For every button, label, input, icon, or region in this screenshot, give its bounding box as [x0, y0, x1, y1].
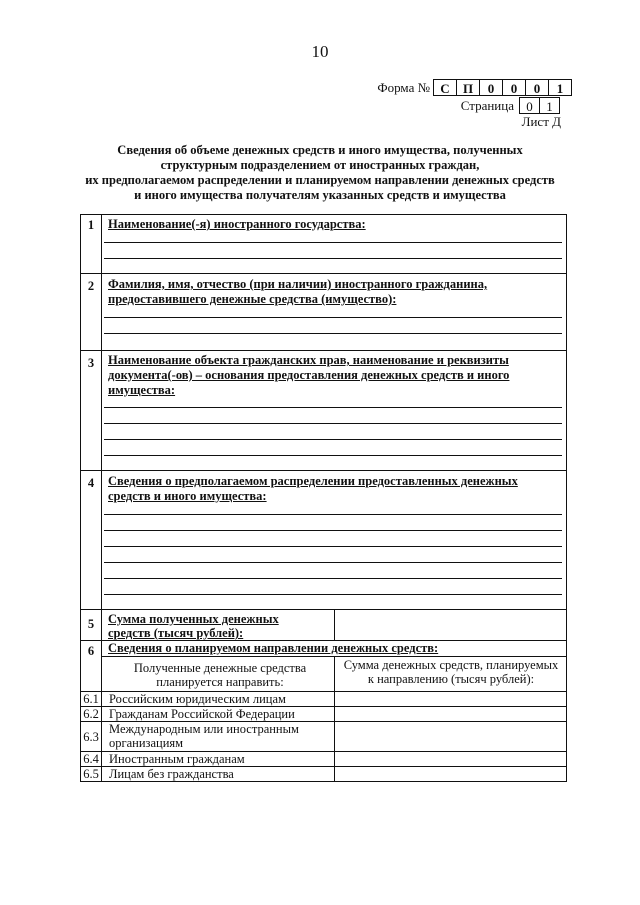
- section-1-fill-line-1: [104, 242, 562, 243]
- document-title: [70, 143, 570, 203]
- title-line-3: их предполагаемом распределении и планируемом направлении денежных средств: [85, 173, 555, 187]
- section-2-fill-line-1: [104, 317, 562, 318]
- section-3-number: 3: [87, 356, 95, 370]
- table6-row-3-number: 6.3: [83, 730, 99, 744]
- table6-row-4-number: 6.4: [83, 752, 99, 766]
- section-6-column-divider: [334, 656, 335, 782]
- form-code-cell-2: П: [456, 79, 480, 96]
- page-label: Страница: [460, 98, 514, 113]
- section-separator-4: [80, 609, 567, 610]
- section-separator-2: [80, 350, 567, 351]
- section-3-fill-line-3: [104, 439, 562, 440]
- table6-col2-header-line-2: к направлению (тысяч рублей):: [367, 672, 535, 686]
- table6-row-1-number: 6.1: [83, 692, 99, 706]
- section-5-title-line-2: средств (тысяч рублей):: [108, 626, 244, 640]
- table-bottom-border: [80, 781, 567, 782]
- section-3-fill-line-2: [104, 423, 562, 424]
- section-2-number: 2: [87, 279, 95, 293]
- section-6-title: Сведения о планируемом направлении денежных средств:: [108, 641, 439, 655]
- section-3-title-line-1: Наименование объекта гражданских прав, наименование и реквизиты: [108, 353, 509, 367]
- section-3-title-line-2: документа(-ов) – основания предоставления денежных средств и иного: [108, 368, 510, 382]
- table6-row-1-label: Российским юридическим лицам: [109, 692, 286, 706]
- section-separator-1: [80, 273, 567, 274]
- section-5-number: 5: [87, 617, 95, 631]
- form-code-cell-6: 1: [548, 79, 572, 96]
- section-3-title-line-3: имущества:: [108, 383, 176, 397]
- table6-col1-header-line-1: Полученные денежные средства: [133, 661, 307, 675]
- title-line-4: и иного имущества получателям указанных средств и имущества: [134, 188, 506, 202]
- form-code-cell-3: 0: [479, 79, 503, 96]
- section-3-fill-line-1: [104, 407, 562, 408]
- page-cell-2: 1: [539, 97, 560, 114]
- page-cell-1: 0: [519, 97, 540, 114]
- section-4-number: 4: [87, 476, 95, 490]
- table6-row-4-label: Иностранным гражданам: [109, 752, 245, 766]
- section-2-title-line-1: Фамилия, имя, отчество (при наличии) иностранного гражданина,: [108, 277, 488, 291]
- section-4-fill-line-6: [104, 594, 562, 595]
- section-1-title: Наименование(-я) иностранного государства:: [108, 217, 366, 231]
- section-5-title-line-1: Сумма полученных денежных: [108, 612, 279, 626]
- table-top-border: [80, 214, 567, 215]
- section-4-title-line-1: Сведения о предполагаемом распределении предоставленных денежных: [108, 474, 518, 488]
- table6-row-5-number: 6.5: [83, 767, 99, 781]
- table6-col2-header-line-1: Сумма денежных средств, планируемых: [343, 658, 559, 672]
- section-4-fill-line-5: [104, 578, 562, 579]
- section-1-number: 1: [87, 218, 95, 232]
- table-right-border: [566, 214, 567, 782]
- section-6-number: 6: [87, 644, 95, 658]
- section-3-fill-line-4: [104, 455, 562, 456]
- table6-col1-header-line-2: планируется направить:: [156, 675, 284, 689]
- section-5-value-divider: [334, 609, 335, 640]
- section-4-title-line-2: средств и иного имущества:: [108, 489, 267, 503]
- title-line-2: структурным подразделением от иностранных граждан,: [160, 158, 480, 172]
- table6-row-2-number: 6.2: [83, 707, 99, 721]
- form-code-cell-4: 0: [502, 79, 526, 96]
- section-1-fill-line-2: [104, 258, 562, 259]
- section-4-fill-line-2: [104, 530, 562, 531]
- table6-row-2-label: Гражданам Российской Федерации: [109, 707, 295, 721]
- table6-row-3-label-line-1: Международным или иностранным: [109, 722, 299, 736]
- form-code-cell-5: 0: [525, 79, 549, 96]
- page-number: 10: [311, 42, 329, 61]
- section-4-fill-line-3: [104, 546, 562, 547]
- table6-row-5-label: Лицам без гражданства: [109, 767, 234, 781]
- section-2-title-line-2: предоставившего денежные средства (имущество):: [108, 292, 397, 306]
- section-4-fill-line-1: [104, 514, 562, 515]
- sheet-label: Лист Д: [521, 114, 561, 129]
- title-line-1: Сведения об объеме денежных средств и иного имущества, полученных: [117, 143, 523, 157]
- section-2-fill-line-2: [104, 333, 562, 334]
- form-number-label: Форма №: [377, 80, 430, 95]
- table-number-column-border: [101, 214, 102, 782]
- table6-row-3-label-line-2: организациям: [109, 736, 184, 750]
- section-4-fill-line-4: [104, 562, 562, 563]
- section-separator-3: [80, 470, 567, 471]
- form-code-cell-1: С: [433, 79, 457, 96]
